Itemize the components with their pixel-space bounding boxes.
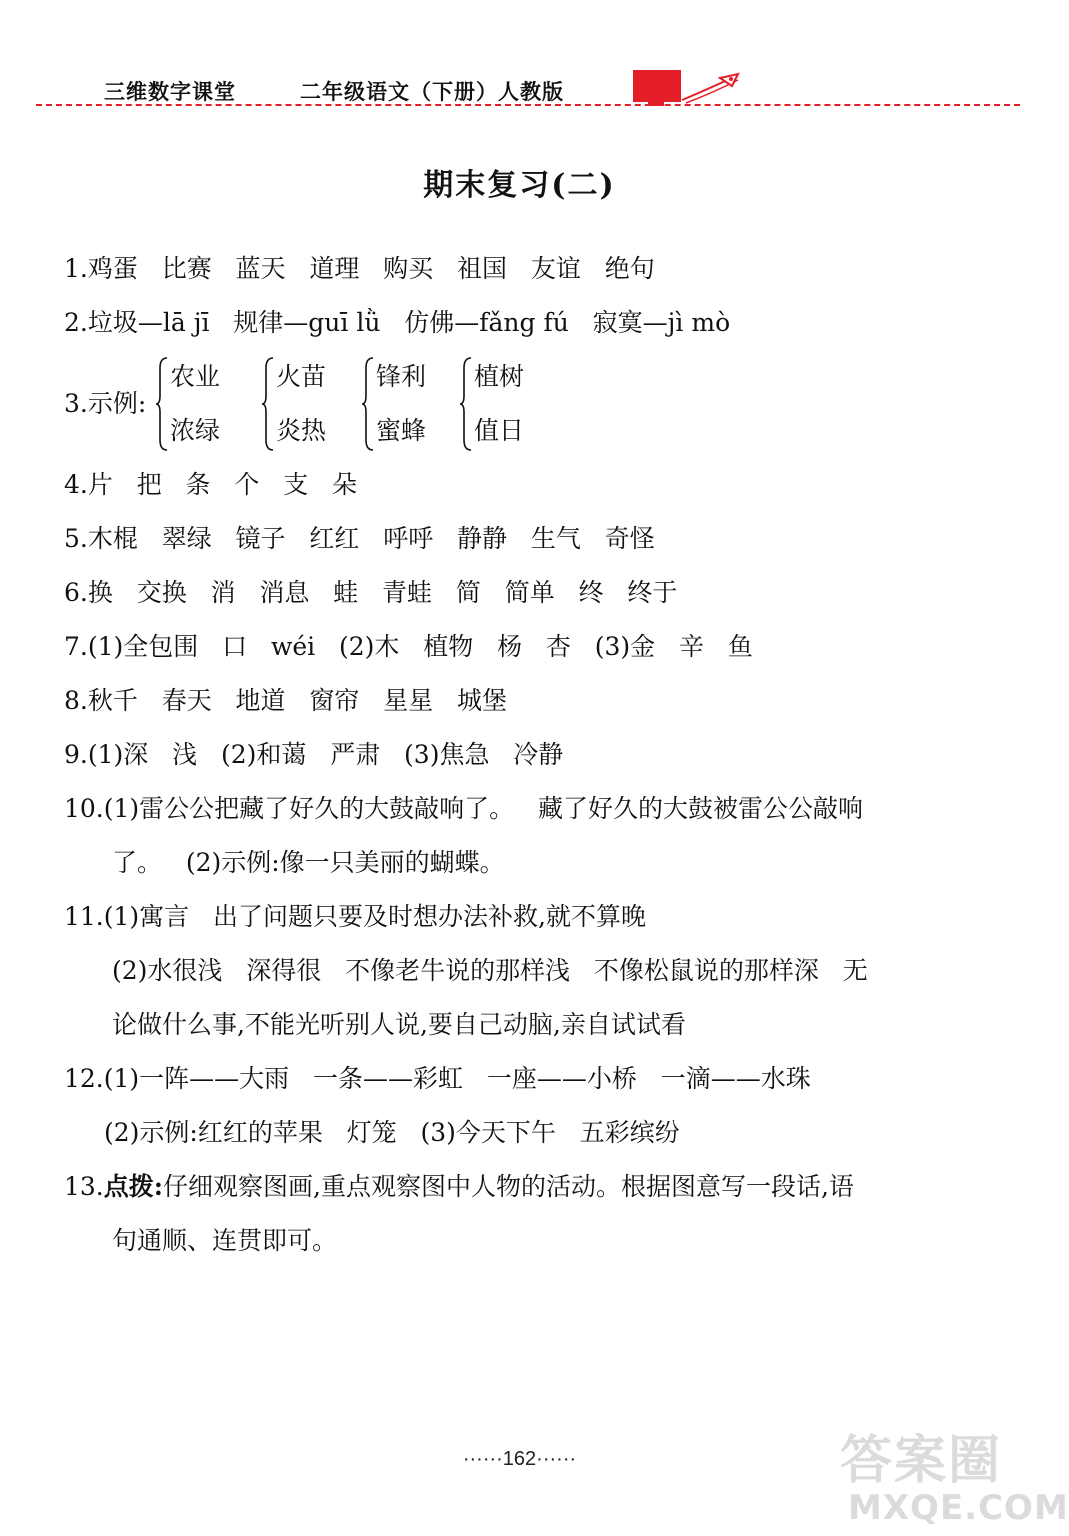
- watermark-bottom-text: MXQE.COM: [848, 1488, 1069, 1528]
- answer-9: 9.(1)深 浅 (2)和蔼 严肃 (3)焦急 冷静: [64, 740, 564, 769]
- answer-1: 1.鸡蛋 比赛 蓝天 道理 购买 祖国 友谊 绝句: [64, 254, 655, 283]
- book-subject: 二年级语文（下册）人教版: [300, 80, 564, 104]
- group-2-word-1: 火苗: [276, 362, 327, 391]
- answer-4: 4.片 把 条 个 支 朵: [64, 470, 358, 499]
- page-header: [0, 70, 1039, 110]
- brace-icon: [156, 356, 168, 452]
- answer-11-line-3: 论做什么事,不能光听别人说,要自己动脑,亲自试试看: [112, 1010, 686, 1039]
- watermark-logo: [840, 1418, 1069, 1528]
- rocket-icon: [676, 70, 742, 106]
- header-dashed-rule: [36, 104, 1020, 106]
- answer-3-label: 3.示例:: [64, 389, 147, 418]
- answer-6: 6.换 交换 消 消息 蛙 青蛙 简 简单 终 终于: [64, 578, 678, 607]
- group-3-word-1: 锋利: [376, 362, 427, 391]
- answer-13-number: 13.: [64, 1172, 104, 1201]
- answer-2: 2.垃圾—lā jī 规律—guī lǜ 仿佛—fǎng fú 寂寞—jì mò: [64, 308, 731, 337]
- group-4-word-1: 植树: [474, 362, 525, 391]
- answer-12-line-2: (2)示例:红红的苹果 灯笼 (3)今天下午 五彩缤纷: [104, 1118, 680, 1147]
- group-1-word-2: 浓绿: [170, 416, 221, 445]
- answer-12-line-1: 12.(1)一阵——大雨 一条——彩虹 一座——小桥 一滴——水珠: [64, 1064, 811, 1093]
- watermark-top-text: 答案圈: [840, 1431, 1003, 1491]
- answer-5: 5.木棍 翠绿 镜子 红红 呼呼 静静 生气 奇怪: [64, 524, 655, 553]
- group-2-word-2: 炎热: [276, 416, 327, 445]
- group-4-word-2: 值日: [474, 416, 525, 445]
- answer-13-line-2: 句通顺、连贯即可。: [112, 1226, 338, 1255]
- answer-7: 7.(1)全包围 口 wéi (2)木 植物 杨 杏 (3)金 辛 鱼: [64, 632, 753, 661]
- answer-3: [64, 350, 1014, 458]
- answer-list: [64, 242, 1014, 1268]
- answer-10-line-2: 了。 (2)示例:像一只美丽的蝴蝶。: [112, 848, 505, 877]
- answer-13-hint-label: 点拨:: [103, 1172, 163, 1201]
- brace-icon: [362, 356, 374, 452]
- series-name: 三维数字课堂: [104, 80, 236, 104]
- answer-13-line-1: [64, 1160, 1014, 1214]
- answer-8: 8.秋千 春天 地道 窗帘 星星 城堡: [64, 686, 508, 715]
- brace-icon: [262, 356, 274, 452]
- answer-11-line-2: (2)水很浅 深得很 不像老牛说的那样浅 不像松鼠说的那样深 无: [112, 956, 868, 985]
- group-1-word-1: 农业: [170, 362, 221, 391]
- header-red-block: [633, 70, 681, 102]
- group-3-word-2: 蜜蜂: [376, 416, 427, 445]
- page-number: ······162······: [462, 1448, 577, 1470]
- answer-11-line-1: 11.(1)寓言 出了问题只要及时想办法补救,就不算晚: [64, 902, 646, 931]
- page-title: 期末复习(二): [423, 168, 616, 203]
- answer-10-line-1: 10.(1)雷公公把藏了好久的大鼓敲响了。 藏了好久的大鼓被雷公公敲响: [64, 794, 864, 823]
- brace-icon: [460, 356, 472, 452]
- answer-13-text: 仔细观察图画,重点观察图中人物的活动。根据图意写一段话,语: [163, 1172, 854, 1201]
